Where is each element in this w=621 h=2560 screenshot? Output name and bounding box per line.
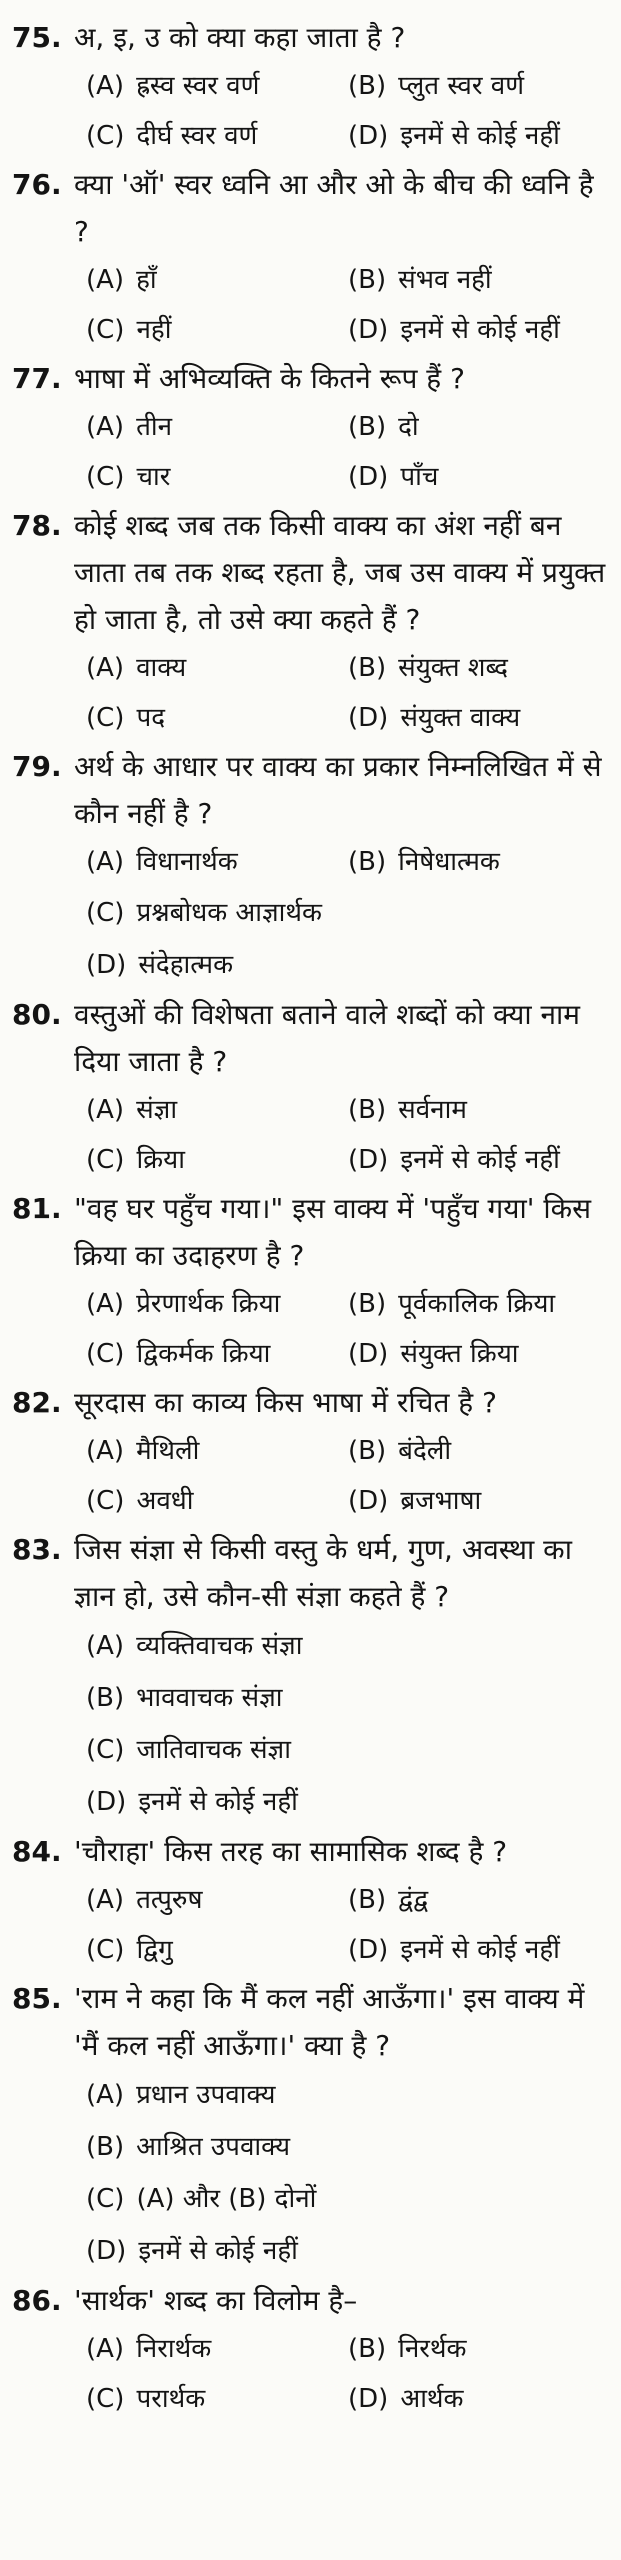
- option-text: ब्रजभाषा: [400, 1486, 482, 1516]
- option-text: दो: [398, 412, 419, 442]
- question-header: [12, 2277, 607, 2324]
- option-letter: (B): [348, 1436, 387, 1466]
- question-number: 83.: [12, 1533, 62, 1566]
- option-letter: (B): [86, 1683, 125, 1713]
- option-text: द्विगु: [136, 1935, 173, 1965]
- question-82: [12, 1379, 607, 1526]
- option-text: पद: [136, 703, 166, 733]
- question-84: [12, 1828, 607, 1975]
- option-d: [348, 693, 607, 743]
- option-a: [86, 1085, 348, 1135]
- option-letter: (A): [86, 1885, 125, 1915]
- option-b: [86, 1673, 283, 1723]
- option-letter: (B): [348, 653, 387, 683]
- option-a: [86, 402, 348, 452]
- option-c: [86, 1135, 348, 1185]
- option-text: द्वंद्व: [398, 1885, 429, 1915]
- option-letter: (C): [86, 2184, 125, 2214]
- option-letter: (D): [348, 1339, 389, 1369]
- options-row: [86, 1279, 607, 1329]
- option-text: (A) और (B) दोनों: [136, 2184, 317, 2214]
- options-row: [86, 305, 607, 355]
- question-header: [12, 1185, 607, 1279]
- option-letter: (B): [348, 412, 387, 442]
- option-text: आर्थक: [400, 2384, 464, 2414]
- option-c: [86, 1925, 348, 1975]
- option-text: इनमें से कोई नहीं: [400, 1935, 560, 1965]
- options-list: [12, 402, 607, 502]
- question-85: [12, 1975, 607, 2277]
- option-letter: (D): [86, 2236, 127, 2266]
- question-number: 82.: [12, 1386, 62, 1419]
- options-row: [86, 402, 607, 452]
- option-text: निषेधात्मक: [398, 847, 500, 877]
- option-letter: (A): [86, 412, 125, 442]
- question-75: [12, 14, 607, 161]
- option-letter: (A): [86, 2080, 125, 2110]
- option-text: तत्पुरुष: [136, 1885, 203, 1915]
- options-row: [86, 643, 607, 693]
- option-letter: (B): [348, 1289, 387, 1319]
- option-letter: (A): [86, 265, 125, 295]
- option-c: [86, 111, 348, 161]
- option-d: [348, 1329, 607, 1379]
- question-text: अर्थ के आधार पर वाक्य का प्रकार निम्नलिखित में से कौन नहीं है ?: [74, 750, 602, 830]
- option-letter: (B): [348, 1095, 387, 1125]
- options-list: [12, 1426, 607, 1526]
- option-b: [86, 2122, 290, 2172]
- option-letter: (A): [86, 653, 125, 683]
- option-letter: (D): [348, 315, 389, 345]
- option-c: [86, 1725, 291, 1775]
- option-c: [86, 305, 348, 355]
- option-text: तीन: [136, 412, 173, 442]
- options-row: [86, 2173, 607, 2225]
- option-text: पाँच: [400, 462, 439, 492]
- option-text: प्रधान उपवाक्य: [136, 2080, 276, 2110]
- option-text: इनमें से कोई नहीं: [400, 315, 560, 345]
- option-a: [86, 1426, 348, 1476]
- option-letter: (D): [86, 1787, 127, 1817]
- options-list: [12, 837, 607, 991]
- option-c: [86, 1329, 348, 1379]
- option-d: [348, 1135, 607, 1185]
- option-text: परार्थक: [136, 2384, 206, 2414]
- option-text: चार: [136, 462, 171, 492]
- options-row: [86, 1620, 607, 1672]
- option-a: [86, 1279, 348, 1329]
- option-b: [348, 255, 607, 305]
- option-text: जातिवाचक संज्ञा: [136, 1735, 291, 1765]
- option-letter: (C): [86, 703, 125, 733]
- option-letter: (B): [348, 71, 387, 101]
- option-text: इनमें से कोई नहीं: [138, 2236, 298, 2266]
- question-header: [12, 1828, 607, 1875]
- option-b: [348, 1426, 607, 1476]
- options-row: [86, 452, 607, 502]
- option-a: [86, 1621, 302, 1671]
- option-d: [348, 452, 607, 502]
- options-row: [86, 2121, 607, 2173]
- question-header: [12, 1526, 607, 1620]
- option-d: [86, 940, 233, 990]
- option-c: [86, 1476, 348, 1526]
- question-header: [12, 14, 607, 61]
- question-text: कोई शब्द जब तक किसी वाक्य का अंश नहीं बन जाता तब तक शब्द रहता है, जब उस वाक्य में प्रयुक्त हो जाता है, तो उसे क्या कहते हैं ?: [74, 509, 606, 636]
- option-b: [348, 2324, 607, 2374]
- question-text: भाषा में अभिव्यक्ति के कितने रूप हैं ?: [74, 362, 465, 395]
- question-text: 'सार्थक' शब्द का विलोम है–: [74, 2284, 358, 2317]
- option-b: [348, 1085, 607, 1135]
- question-text: वस्तुओं की विशेषता बताने वाले शब्दों को क्या नाम दिया जाता है ?: [74, 998, 581, 1078]
- option-text: भाववाचक संज्ञा: [136, 1683, 283, 1713]
- options-list: [12, 2069, 607, 2277]
- option-text: प्रश्नबोधक आज्ञार्थक: [136, 898, 322, 928]
- option-text: इनमें से कोई नहीं: [400, 121, 560, 151]
- option-letter: (C): [86, 898, 125, 928]
- option-a: [86, 1875, 348, 1925]
- option-letter: (C): [86, 1339, 125, 1369]
- options-row: [86, 255, 607, 305]
- option-d: [86, 2226, 298, 2276]
- option-text: व्यक्तिवाचक संज्ञा: [136, 1631, 303, 1661]
- option-b: [348, 1875, 607, 1925]
- question-header: [12, 355, 607, 402]
- option-b: [348, 402, 607, 452]
- question-text: सूरदास का काव्य किस भाषा में रचित है ?: [74, 1386, 497, 1419]
- option-a: [86, 61, 348, 111]
- option-text: ह्रस्व स्वर वर्ण: [136, 71, 260, 101]
- question-80: [12, 991, 607, 1185]
- option-a: [86, 643, 348, 693]
- option-text: संयुक्त शब्द: [398, 653, 508, 683]
- option-text: पूर्वकालिक क्रिया: [398, 1289, 556, 1319]
- option-letter: (A): [86, 847, 125, 877]
- option-text: अवधी: [136, 1486, 194, 1516]
- option-letter: (C): [86, 1145, 125, 1175]
- options-row: [86, 1776, 607, 1828]
- option-d: [348, 305, 607, 355]
- options-row: [86, 1426, 607, 1476]
- option-text: संयुक्त वाक्य: [400, 703, 521, 733]
- options-row: [86, 693, 607, 743]
- option-letter: (A): [86, 1289, 125, 1319]
- option-text: संदेहात्मक: [138, 950, 234, 980]
- option-letter: (A): [86, 1631, 125, 1661]
- question-81: [12, 1185, 607, 1379]
- option-letter: (D): [86, 950, 127, 980]
- option-letter: (C): [86, 1735, 125, 1765]
- options-list: [12, 2324, 607, 2424]
- options-list: [12, 1279, 607, 1379]
- option-letter: (D): [348, 121, 389, 151]
- question-number: 84.: [12, 1835, 62, 1868]
- options-list: [12, 1875, 607, 1975]
- option-letter: (A): [86, 1436, 125, 1466]
- option-text: संज्ञा: [136, 1095, 178, 1125]
- options-list: [12, 643, 607, 743]
- options-row: [86, 1135, 607, 1185]
- question-text: 'राम ने कहा कि मैं कल नहीं आऊँगा।' इस वाक्य में 'मैं कल नहीं आऊँगा।' क्या है ?: [74, 1982, 585, 2062]
- option-letter: (B): [348, 847, 387, 877]
- question-text: 'चौराहा' किस तरह का सामासिक शब्द है ?: [74, 1835, 508, 1868]
- option-letter: (C): [86, 2384, 125, 2414]
- option-text: इनमें से कोई नहीं: [138, 1787, 298, 1817]
- option-letter: (D): [348, 462, 389, 492]
- option-letter: (B): [86, 2132, 125, 2162]
- options-row: [86, 1925, 607, 1975]
- question-number: 77.: [12, 362, 62, 395]
- question-number: 79.: [12, 750, 62, 783]
- option-letter: (D): [348, 2384, 389, 2414]
- options-row: [86, 2324, 607, 2374]
- options-row: [86, 2374, 607, 2424]
- option-letter: (D): [348, 1145, 389, 1175]
- option-text: प्लुत स्वर वर्ण: [398, 71, 525, 101]
- question-header: [12, 161, 607, 255]
- question-79: [12, 743, 607, 991]
- option-text: मैथिली: [136, 1436, 200, 1466]
- option-c: [86, 2374, 348, 2424]
- option-text: हाँ: [136, 265, 157, 295]
- option-a: [86, 2324, 348, 2374]
- option-d: [348, 111, 607, 161]
- option-d: [348, 1925, 607, 1975]
- options-list: [12, 255, 607, 355]
- options-row: [86, 939, 607, 991]
- option-letter: (B): [348, 2334, 387, 2364]
- option-letter: (C): [86, 462, 125, 492]
- question-78: [12, 502, 607, 743]
- question-text: क्या 'ऑ' स्वर ध्वनि आ और ओ के बीच की ध्वनि है ?: [74, 168, 594, 248]
- options-row: [86, 111, 607, 161]
- question-header: [12, 502, 607, 643]
- question-header: [12, 991, 607, 1085]
- options-row: [86, 2069, 607, 2121]
- question-text: "वह घर पहुँच गया।" इस वाक्य में 'पहुँच गया' किस क्रिया का उदाहरण है ?: [74, 1192, 592, 1272]
- option-letter: (D): [348, 703, 389, 733]
- option-letter: (A): [86, 2334, 125, 2364]
- option-d: [86, 1777, 298, 1827]
- question-number: 78.: [12, 509, 62, 542]
- option-c: [86, 888, 322, 938]
- option-text: आश्रित उपवाक्य: [136, 2132, 291, 2162]
- option-letter: (C): [86, 1486, 125, 1516]
- options-row: [86, 1329, 607, 1379]
- option-letter: (A): [86, 71, 125, 101]
- question-86: [12, 2277, 607, 2424]
- question-number: 76.: [12, 168, 62, 201]
- options-row: [86, 61, 607, 111]
- options-row: [86, 1672, 607, 1724]
- options-row: [86, 1875, 607, 1925]
- question-76: [12, 161, 607, 355]
- question-number: 86.: [12, 2284, 62, 2317]
- option-letter: (B): [348, 265, 387, 295]
- option-d: [348, 1476, 607, 1526]
- options-row: [86, 1724, 607, 1776]
- question-number: 80.: [12, 998, 62, 1031]
- question-77: [12, 355, 607, 502]
- option-text: विधानार्थक: [136, 847, 238, 877]
- option-text: प्रेरणार्थक क्रिया: [136, 1289, 281, 1319]
- option-text: संभव नहीं: [398, 265, 492, 295]
- option-a: [86, 255, 348, 305]
- option-c: [86, 2174, 316, 2224]
- question-text: जिस संज्ञा से किसी वस्तु के धर्म, गुण, अवस्था का ज्ञान हो, उसे कौन-सी संज्ञा कहते हैं ?: [74, 1533, 572, 1613]
- options-row: [86, 2225, 607, 2277]
- option-text: निरार्थक: [136, 2334, 212, 2364]
- question-number: 85.: [12, 1982, 62, 2015]
- question-header: [12, 743, 607, 837]
- option-letter: (D): [348, 1486, 389, 1516]
- option-b: [348, 837, 607, 887]
- question-header: [12, 1379, 607, 1426]
- option-letter: (C): [86, 121, 125, 151]
- option-text: द्विकर्मक क्रिया: [136, 1339, 271, 1369]
- options-row: [86, 837, 607, 887]
- options-list: [12, 1085, 607, 1185]
- option-c: [86, 452, 348, 502]
- option-text: इनमें से कोई नहीं: [400, 1145, 560, 1175]
- option-a: [86, 837, 348, 887]
- option-b: [348, 61, 607, 111]
- option-text: संयुक्त क्रिया: [400, 1339, 519, 1369]
- option-text: सर्वनाम: [398, 1095, 467, 1125]
- question-number: 75.: [12, 21, 62, 54]
- options-row: [86, 887, 607, 939]
- option-text: निरर्थक: [398, 2334, 467, 2364]
- option-b: [348, 1279, 607, 1329]
- options-list: [12, 61, 607, 161]
- option-letter: (B): [348, 1885, 387, 1915]
- option-d: [348, 2374, 607, 2424]
- option-text: नहीं: [136, 315, 172, 345]
- option-letter: (C): [86, 1935, 125, 1965]
- option-letter: (D): [348, 1935, 389, 1965]
- option-text: बंदेली: [398, 1436, 452, 1466]
- option-c: [86, 693, 348, 743]
- question-header: [12, 1975, 607, 2069]
- option-letter: (C): [86, 315, 125, 345]
- option-b: [348, 643, 607, 693]
- option-text: दीर्घ स्वर वर्ण: [136, 121, 258, 151]
- options-list: [12, 1620, 607, 1828]
- option-text: वाक्य: [136, 653, 187, 683]
- options-row: [86, 1085, 607, 1135]
- question-number: 81.: [12, 1192, 62, 1225]
- question-83: [12, 1526, 607, 1828]
- option-a: [86, 2070, 276, 2120]
- options-row: [86, 1476, 607, 1526]
- option-letter: (A): [86, 1095, 125, 1125]
- question-text: अ, इ, उ को क्या कहा जाता है ?: [74, 21, 406, 54]
- option-text: क्रिया: [136, 1145, 185, 1175]
